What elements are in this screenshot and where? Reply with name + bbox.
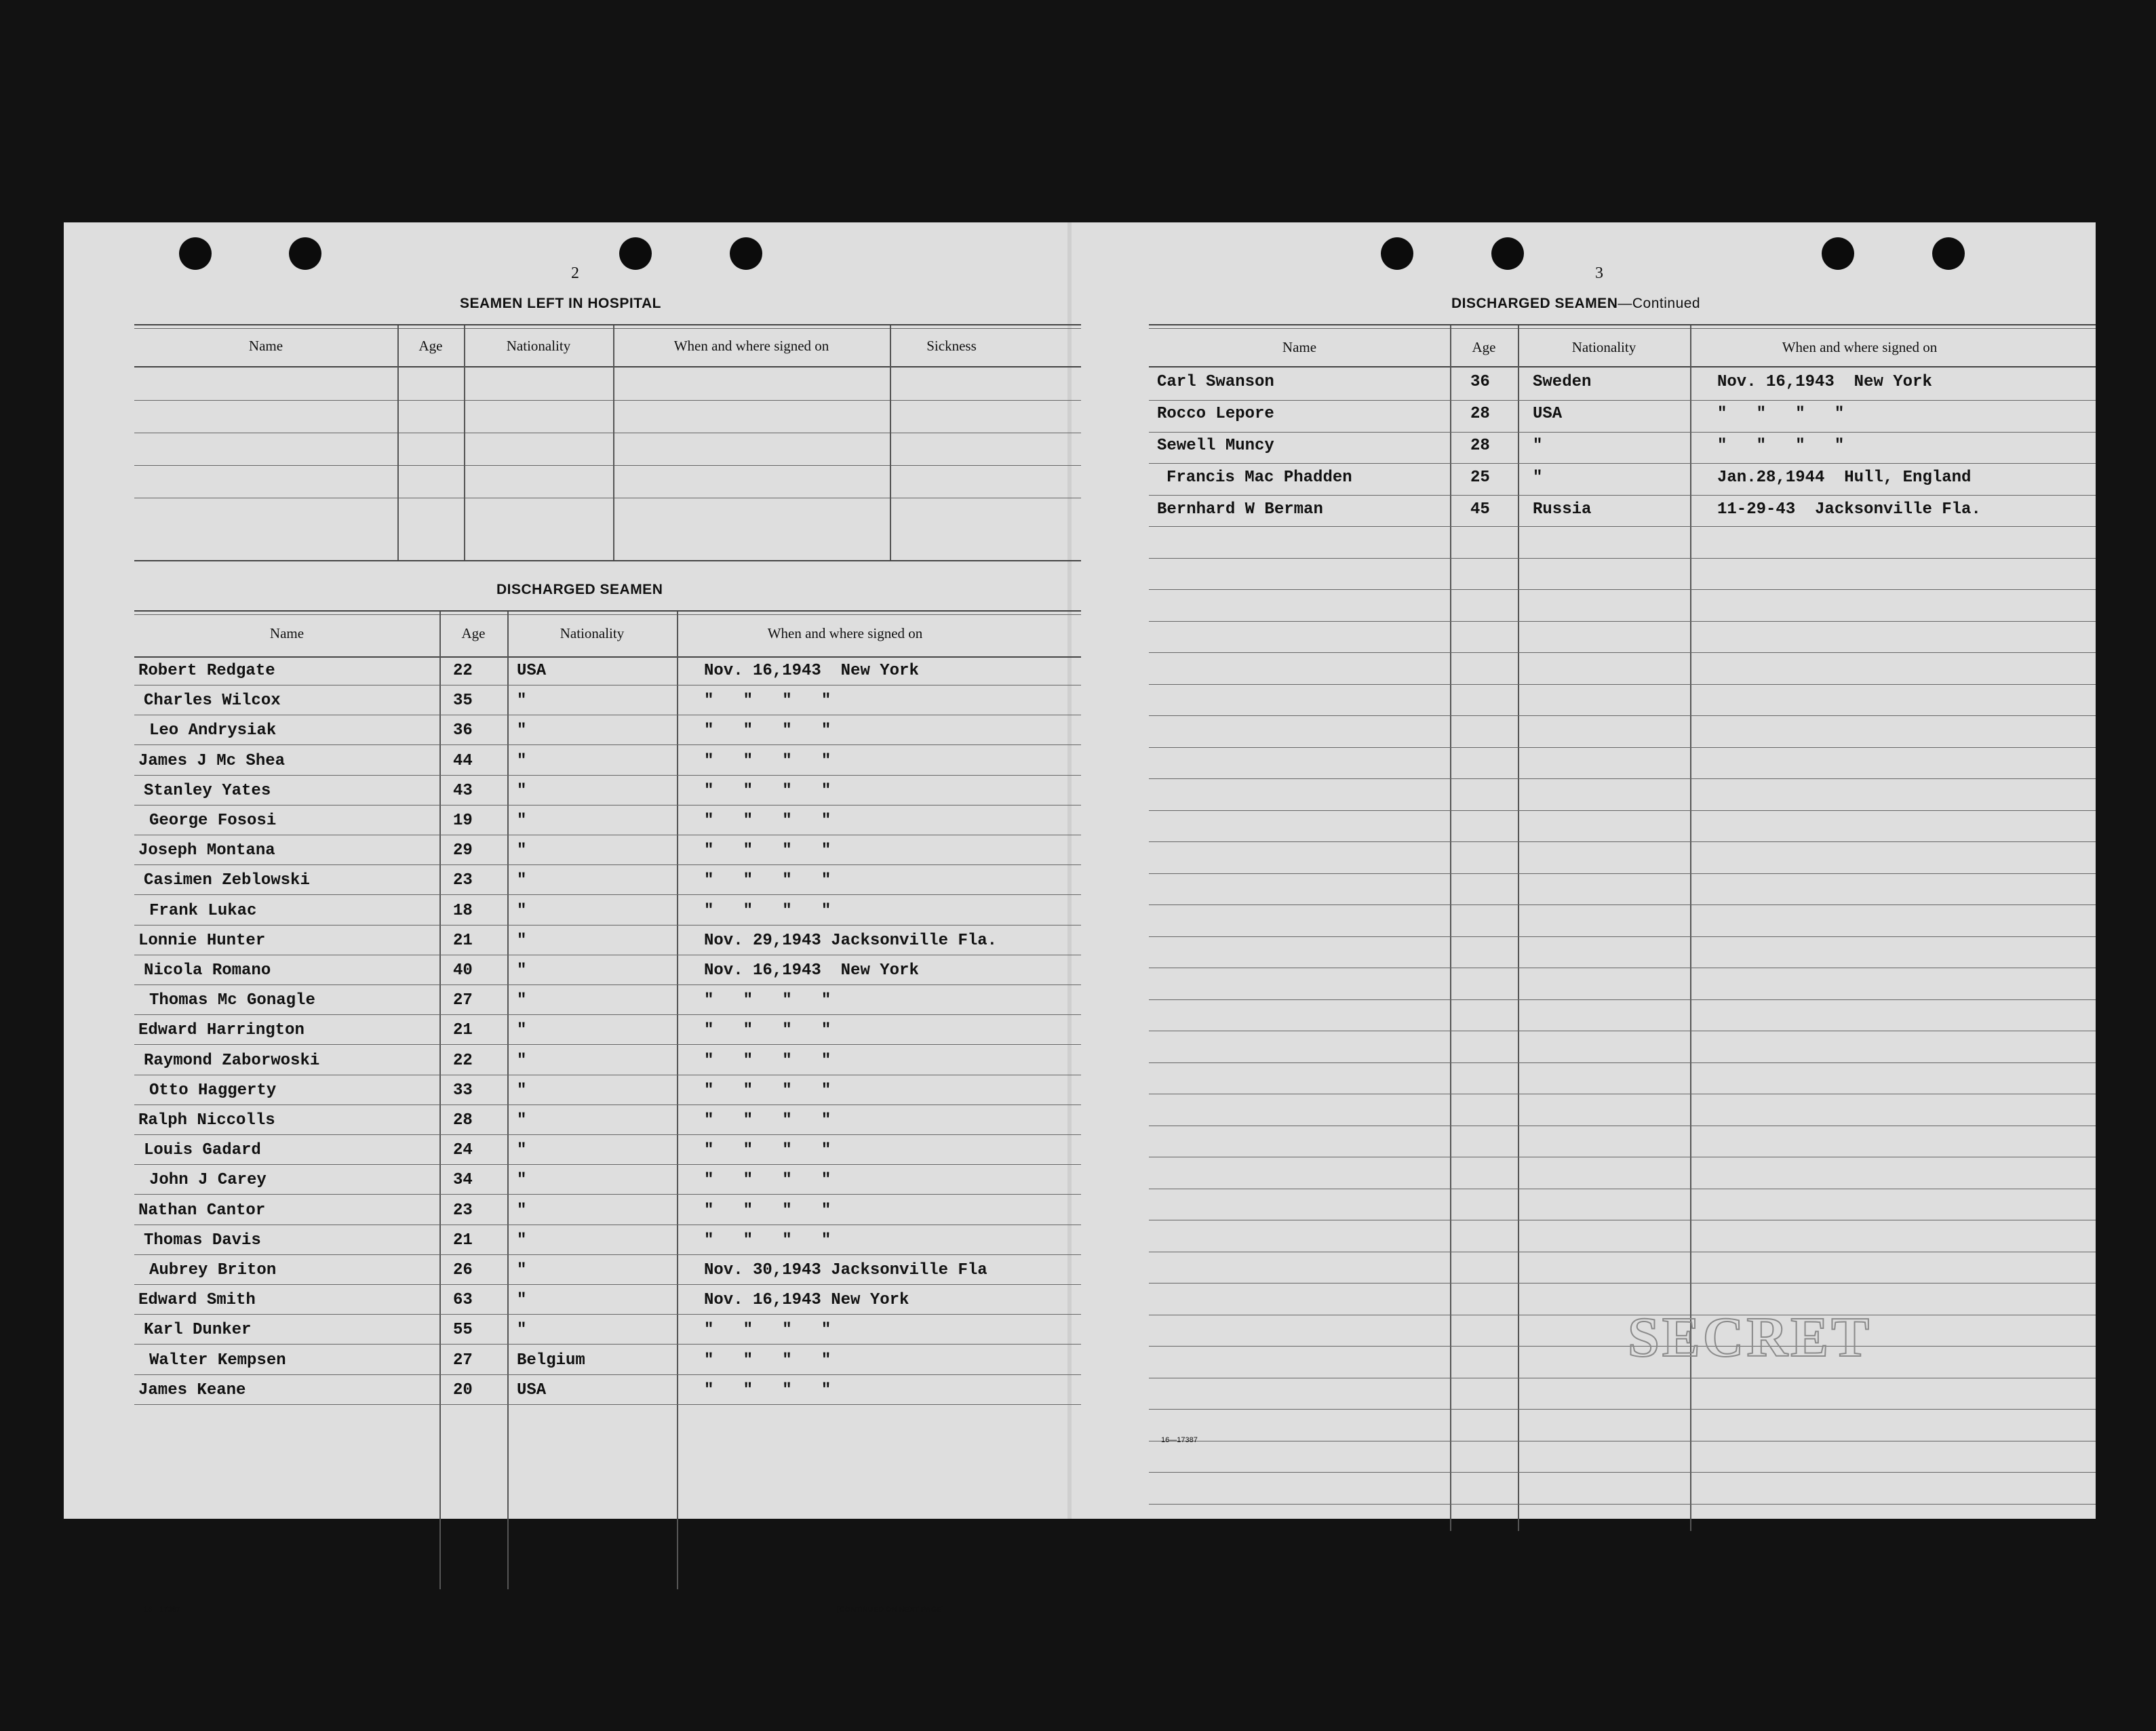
seaman-age: 63 xyxy=(453,1291,473,1309)
rule xyxy=(134,560,1081,561)
seaman-name: Rocco Lepore xyxy=(1157,405,1274,423)
rule xyxy=(134,366,1081,367)
seaman-age: 44 xyxy=(453,752,473,770)
row-rule xyxy=(134,1044,1081,1045)
row-rule xyxy=(134,1164,1081,1165)
seaman-signed-on: " " " " xyxy=(704,1141,831,1159)
rule xyxy=(134,614,1081,615)
seaman-name: James J Mc Shea xyxy=(138,752,286,770)
row-rule xyxy=(1149,463,2096,464)
seaman-age: 22 xyxy=(453,1052,473,1070)
seaman-signed-on: " " " " xyxy=(704,1171,831,1189)
seaman-name: Sewell Muncy xyxy=(1157,437,1274,455)
page-number: 2 xyxy=(571,264,579,282)
seaman-age: 23 xyxy=(453,1201,473,1220)
row-rule xyxy=(134,1404,1081,1405)
row-rule xyxy=(1149,652,2096,653)
title-main: DISCHARGED SEAMEN xyxy=(1451,296,1618,311)
seaman-signed-on: " " " " xyxy=(704,1381,831,1399)
seaman-name: Nicola Romano xyxy=(144,961,271,980)
seaman-age: 27 xyxy=(453,991,473,1010)
seaman-age: 28 xyxy=(1470,437,1490,455)
row-rule xyxy=(134,1014,1081,1015)
row-rule xyxy=(134,894,1081,895)
seaman-name: Charles Wilcox xyxy=(144,692,281,710)
seaman-signed-on: Nov. 16,1943 New York xyxy=(1717,373,1932,391)
seaman-signed-on: " " " " xyxy=(1717,405,1845,423)
row-rule xyxy=(1149,747,2096,748)
seaman-name: Aubrey Briton xyxy=(149,1261,277,1279)
row-rule xyxy=(134,925,1081,926)
seaman-signed-on: " " " " xyxy=(704,752,831,770)
seaman-nationality: USA xyxy=(517,662,547,680)
seaman-signed-on: " " " " xyxy=(704,902,831,920)
discharged-continued-title xyxy=(1451,296,1700,312)
seaman-signed-on: " " " " xyxy=(704,1201,831,1220)
seaman-name: Louis Gadard xyxy=(144,1141,261,1159)
seaman-age: 26 xyxy=(453,1261,473,1279)
punch-hole xyxy=(289,237,321,270)
seaman-nationality: " xyxy=(517,1321,527,1339)
seaman-signed-on: " " " " xyxy=(704,1081,831,1100)
seaman-name: Joseph Montana xyxy=(138,841,275,860)
row-rule xyxy=(134,1374,1081,1375)
seaman-nationality: " xyxy=(517,721,527,740)
seaman-signed-on: " " " " xyxy=(704,841,831,860)
rule xyxy=(1149,324,2096,325)
seaman-nationality: Belgium xyxy=(517,1351,585,1370)
column-header: Name xyxy=(269,625,305,641)
page-number: 3 xyxy=(1595,264,1603,282)
seaman-nationality: " xyxy=(517,1081,527,1100)
row-rule xyxy=(1149,936,2096,937)
column-header: Age xyxy=(461,625,486,641)
seaman-name: Raymond Zaborwoski xyxy=(144,1052,320,1070)
row-rule xyxy=(1149,904,2096,905)
seaman-signed-on: " " " " xyxy=(704,991,831,1010)
seaman-name: Lonnie Hunter xyxy=(138,932,266,950)
secret-stamp: SECRET xyxy=(1628,1306,1873,1369)
seaman-age: 18 xyxy=(453,902,473,920)
seaman-age: 19 xyxy=(453,812,473,830)
seaman-name: Walter Kempsen xyxy=(149,1351,286,1370)
column-header: When and where signed on xyxy=(767,625,923,641)
seaman-name: John J Carey xyxy=(149,1171,267,1189)
column-header: Name xyxy=(1282,339,1317,355)
column-divider xyxy=(464,325,465,560)
continued-note: [CONTINUED ON NEXT PAGE] xyxy=(837,1606,945,1614)
column-header: Nationality xyxy=(1571,339,1636,355)
seaman-age: 21 xyxy=(453,1021,473,1039)
column-header: Nationality xyxy=(506,338,571,354)
seaman-nationality: " xyxy=(1533,437,1543,455)
seaman-signed-on: " " " " xyxy=(704,871,831,890)
seaman-age: 21 xyxy=(453,1231,473,1250)
seaman-signed-on: " " " " xyxy=(704,692,831,710)
seaman-age: 36 xyxy=(1470,373,1490,391)
seaman-signed-on: Jan.28,1944 Hull, England xyxy=(1717,469,1972,487)
seaman-nationality: " xyxy=(517,692,527,710)
seaman-age: 24 xyxy=(453,1141,473,1159)
column-header: Name xyxy=(248,338,283,354)
seaman-name: George Fososi xyxy=(149,812,277,830)
seaman-name: Thomas Davis xyxy=(144,1231,261,1250)
seaman-nationality: " xyxy=(517,991,527,1010)
seaman-name: Bernhard W Berman xyxy=(1157,500,1323,519)
discharged-section-title: DISCHARGED SEAMEN xyxy=(496,582,663,597)
row-rule xyxy=(1149,432,2096,433)
punch-hole xyxy=(1491,237,1524,270)
seaman-age: 25 xyxy=(1470,469,1490,487)
form-number: 16—17387 xyxy=(144,1606,180,1614)
seaman-signed-on: Nov. 16,1943 New York xyxy=(704,1291,909,1309)
punch-hole xyxy=(1381,237,1413,270)
row-rule xyxy=(1149,526,2096,527)
rule xyxy=(134,656,1081,658)
row-rule xyxy=(1149,873,2096,874)
seaman-name: Edward Harrington xyxy=(138,1021,305,1039)
row-rule xyxy=(134,864,1081,865)
seaman-nationality: " xyxy=(517,752,527,770)
rule xyxy=(134,465,1081,466)
seaman-age: 21 xyxy=(453,932,473,950)
seaman-nationality: " xyxy=(517,1201,527,1220)
seaman-nationality: " xyxy=(517,871,527,890)
column-divider xyxy=(1518,325,1519,1531)
punch-hole xyxy=(730,237,762,270)
seaman-name: Nathan Cantor xyxy=(138,1201,266,1220)
seaman-signed-on: " " " " xyxy=(704,812,831,830)
row-rule xyxy=(1149,1409,2096,1410)
column-divider xyxy=(890,325,891,560)
center-fold xyxy=(1067,222,1072,1519)
seaman-nationality: " xyxy=(517,782,527,800)
seaman-age: 29 xyxy=(453,841,473,860)
column-header: Nationality xyxy=(560,625,625,641)
row-rule xyxy=(1149,1062,2096,1063)
seaman-signed-on: Nov. 16,1943 New York xyxy=(704,961,919,980)
rule xyxy=(1149,366,2096,367)
seaman-name: Thomas Mc Gonagle xyxy=(149,991,315,1010)
column-header: Age xyxy=(1472,339,1496,355)
seaman-age: 28 xyxy=(1470,405,1490,423)
row-rule xyxy=(134,1314,1081,1315)
punch-hole xyxy=(1822,237,1854,270)
punch-hole xyxy=(179,237,212,270)
seaman-signed-on: " " " " xyxy=(704,1351,831,1370)
seaman-name: Stanley Yates xyxy=(144,782,271,800)
seaman-nationality: " xyxy=(517,1261,527,1279)
row-rule xyxy=(1149,684,2096,685)
seaman-age: 33 xyxy=(453,1081,473,1100)
row-rule xyxy=(1149,621,2096,622)
row-rule xyxy=(134,1134,1081,1135)
row-rule xyxy=(1149,400,2096,401)
seaman-signed-on: " " " " xyxy=(1717,437,1845,455)
row-rule xyxy=(134,1284,1081,1285)
seaman-age: 55 xyxy=(453,1321,473,1339)
seaman-name: Carl Swanson xyxy=(1157,373,1274,391)
rule xyxy=(134,400,1081,401)
row-rule xyxy=(1149,1472,2096,1473)
seaman-signed-on: " " " " xyxy=(704,1052,831,1070)
seaman-nationality: " xyxy=(517,1111,527,1130)
seaman-age: 34 xyxy=(453,1171,473,1189)
seaman-nationality: USA xyxy=(1533,405,1563,423)
seaman-name: Ralph Niccolls xyxy=(138,1111,275,1130)
seaman-name: Edward Smith xyxy=(138,1291,256,1309)
row-rule xyxy=(134,1344,1081,1345)
row-rule xyxy=(1149,589,2096,590)
seaman-age: 36 xyxy=(453,721,473,740)
column-divider xyxy=(1450,325,1451,1531)
seaman-signed-on: " " " " xyxy=(704,1321,831,1339)
title-suffix: —Continued xyxy=(1618,296,1701,311)
column-header: When and where signed on xyxy=(1782,339,1938,355)
row-rule xyxy=(1149,558,2096,559)
seaman-nationality: " xyxy=(517,902,527,920)
seaman-name: Karl Dunker xyxy=(144,1321,252,1339)
rule xyxy=(134,328,1081,329)
hospital-section-title: SEAMEN LEFT IN HOSPITAL xyxy=(460,296,661,311)
row-rule xyxy=(1149,778,2096,779)
seaman-name: Otto Haggerty xyxy=(149,1081,277,1100)
column-divider xyxy=(397,325,399,560)
seaman-nationality: " xyxy=(517,841,527,860)
document-sheet xyxy=(64,222,2096,1614)
form-number: 16—17387 xyxy=(1161,1436,1198,1444)
column-divider xyxy=(439,612,441,1589)
seaman-age: 40 xyxy=(453,961,473,980)
seaman-signed-on: Nov. 30,1943 Jacksonville Fla xyxy=(704,1261,987,1279)
seaman-name: Casimen Zeblowski xyxy=(144,871,310,890)
rule xyxy=(134,610,1081,612)
seaman-nationality: " xyxy=(517,1231,527,1250)
punch-hole xyxy=(1932,237,1965,270)
seaman-age: 28 xyxy=(453,1111,473,1130)
seaman-name: James Keane xyxy=(138,1381,246,1399)
row-rule xyxy=(1149,1283,2096,1284)
seaman-signed-on: " " " " xyxy=(704,782,831,800)
seaman-signed-on: Nov. 16,1943 New York xyxy=(704,662,919,680)
seaman-signed-on: " " " " xyxy=(704,721,831,740)
seaman-signed-on: Nov. 29,1943 Jacksonville Fla. xyxy=(704,932,998,950)
column-header: When and where signed on xyxy=(673,338,829,354)
seaman-signed-on: " " " " xyxy=(704,1231,831,1250)
seaman-age: 23 xyxy=(453,871,473,890)
punch-hole xyxy=(619,237,652,270)
seaman-nationality: " xyxy=(517,1052,527,1070)
seaman-nationality: " xyxy=(517,1021,527,1039)
seaman-nationality: " xyxy=(517,812,527,830)
seaman-age: 45 xyxy=(1470,500,1490,519)
seaman-nationality: " xyxy=(517,1141,527,1159)
seaman-name: Frank Lukac xyxy=(149,902,257,920)
seaman-name: Francis Mac Phadden xyxy=(1167,469,1352,487)
row-rule xyxy=(134,775,1081,776)
seaman-nationality: " xyxy=(517,932,527,950)
seaman-nationality: " xyxy=(1533,469,1543,487)
seaman-nationality: " xyxy=(517,961,527,980)
row-rule xyxy=(1149,841,2096,842)
row-rule xyxy=(1149,1346,2096,1347)
seaman-age: 27 xyxy=(453,1351,473,1370)
seaman-signed-on: " " " " xyxy=(704,1111,831,1130)
seaman-age: 22 xyxy=(453,662,473,680)
row-rule xyxy=(1149,999,2096,1000)
column-header: Sickness xyxy=(926,338,977,354)
seaman-nationality: Sweden xyxy=(1533,373,1592,391)
column-divider xyxy=(613,325,614,560)
row-rule xyxy=(134,1194,1081,1195)
row-rule xyxy=(1149,495,2096,496)
row-rule xyxy=(1149,1504,2096,1505)
seaman-signed-on: " " " " xyxy=(704,1021,831,1039)
seaman-age: 43 xyxy=(453,782,473,800)
row-rule xyxy=(134,1254,1081,1255)
seaman-nationality: " xyxy=(517,1291,527,1309)
seaman-signed-on: 11-29-43 Jacksonville Fla. xyxy=(1717,500,1981,519)
seaman-name: Robert Redgate xyxy=(138,662,275,680)
row-rule xyxy=(1149,810,2096,811)
column-divider xyxy=(677,612,678,1589)
seaman-nationality: " xyxy=(517,1171,527,1189)
seaman-age: 35 xyxy=(453,692,473,710)
rule xyxy=(1149,328,2096,329)
seaman-nationality: Russia xyxy=(1533,500,1592,519)
seaman-age: 20 xyxy=(453,1381,473,1399)
column-header: Age xyxy=(418,338,443,354)
row-rule xyxy=(134,984,1081,985)
seaman-name: Leo Andrysiak xyxy=(149,721,277,740)
column-divider xyxy=(507,612,509,1589)
rule xyxy=(134,324,1081,325)
row-rule xyxy=(134,744,1081,745)
row-rule xyxy=(1149,715,2096,716)
seaman-nationality: USA xyxy=(517,1381,547,1399)
